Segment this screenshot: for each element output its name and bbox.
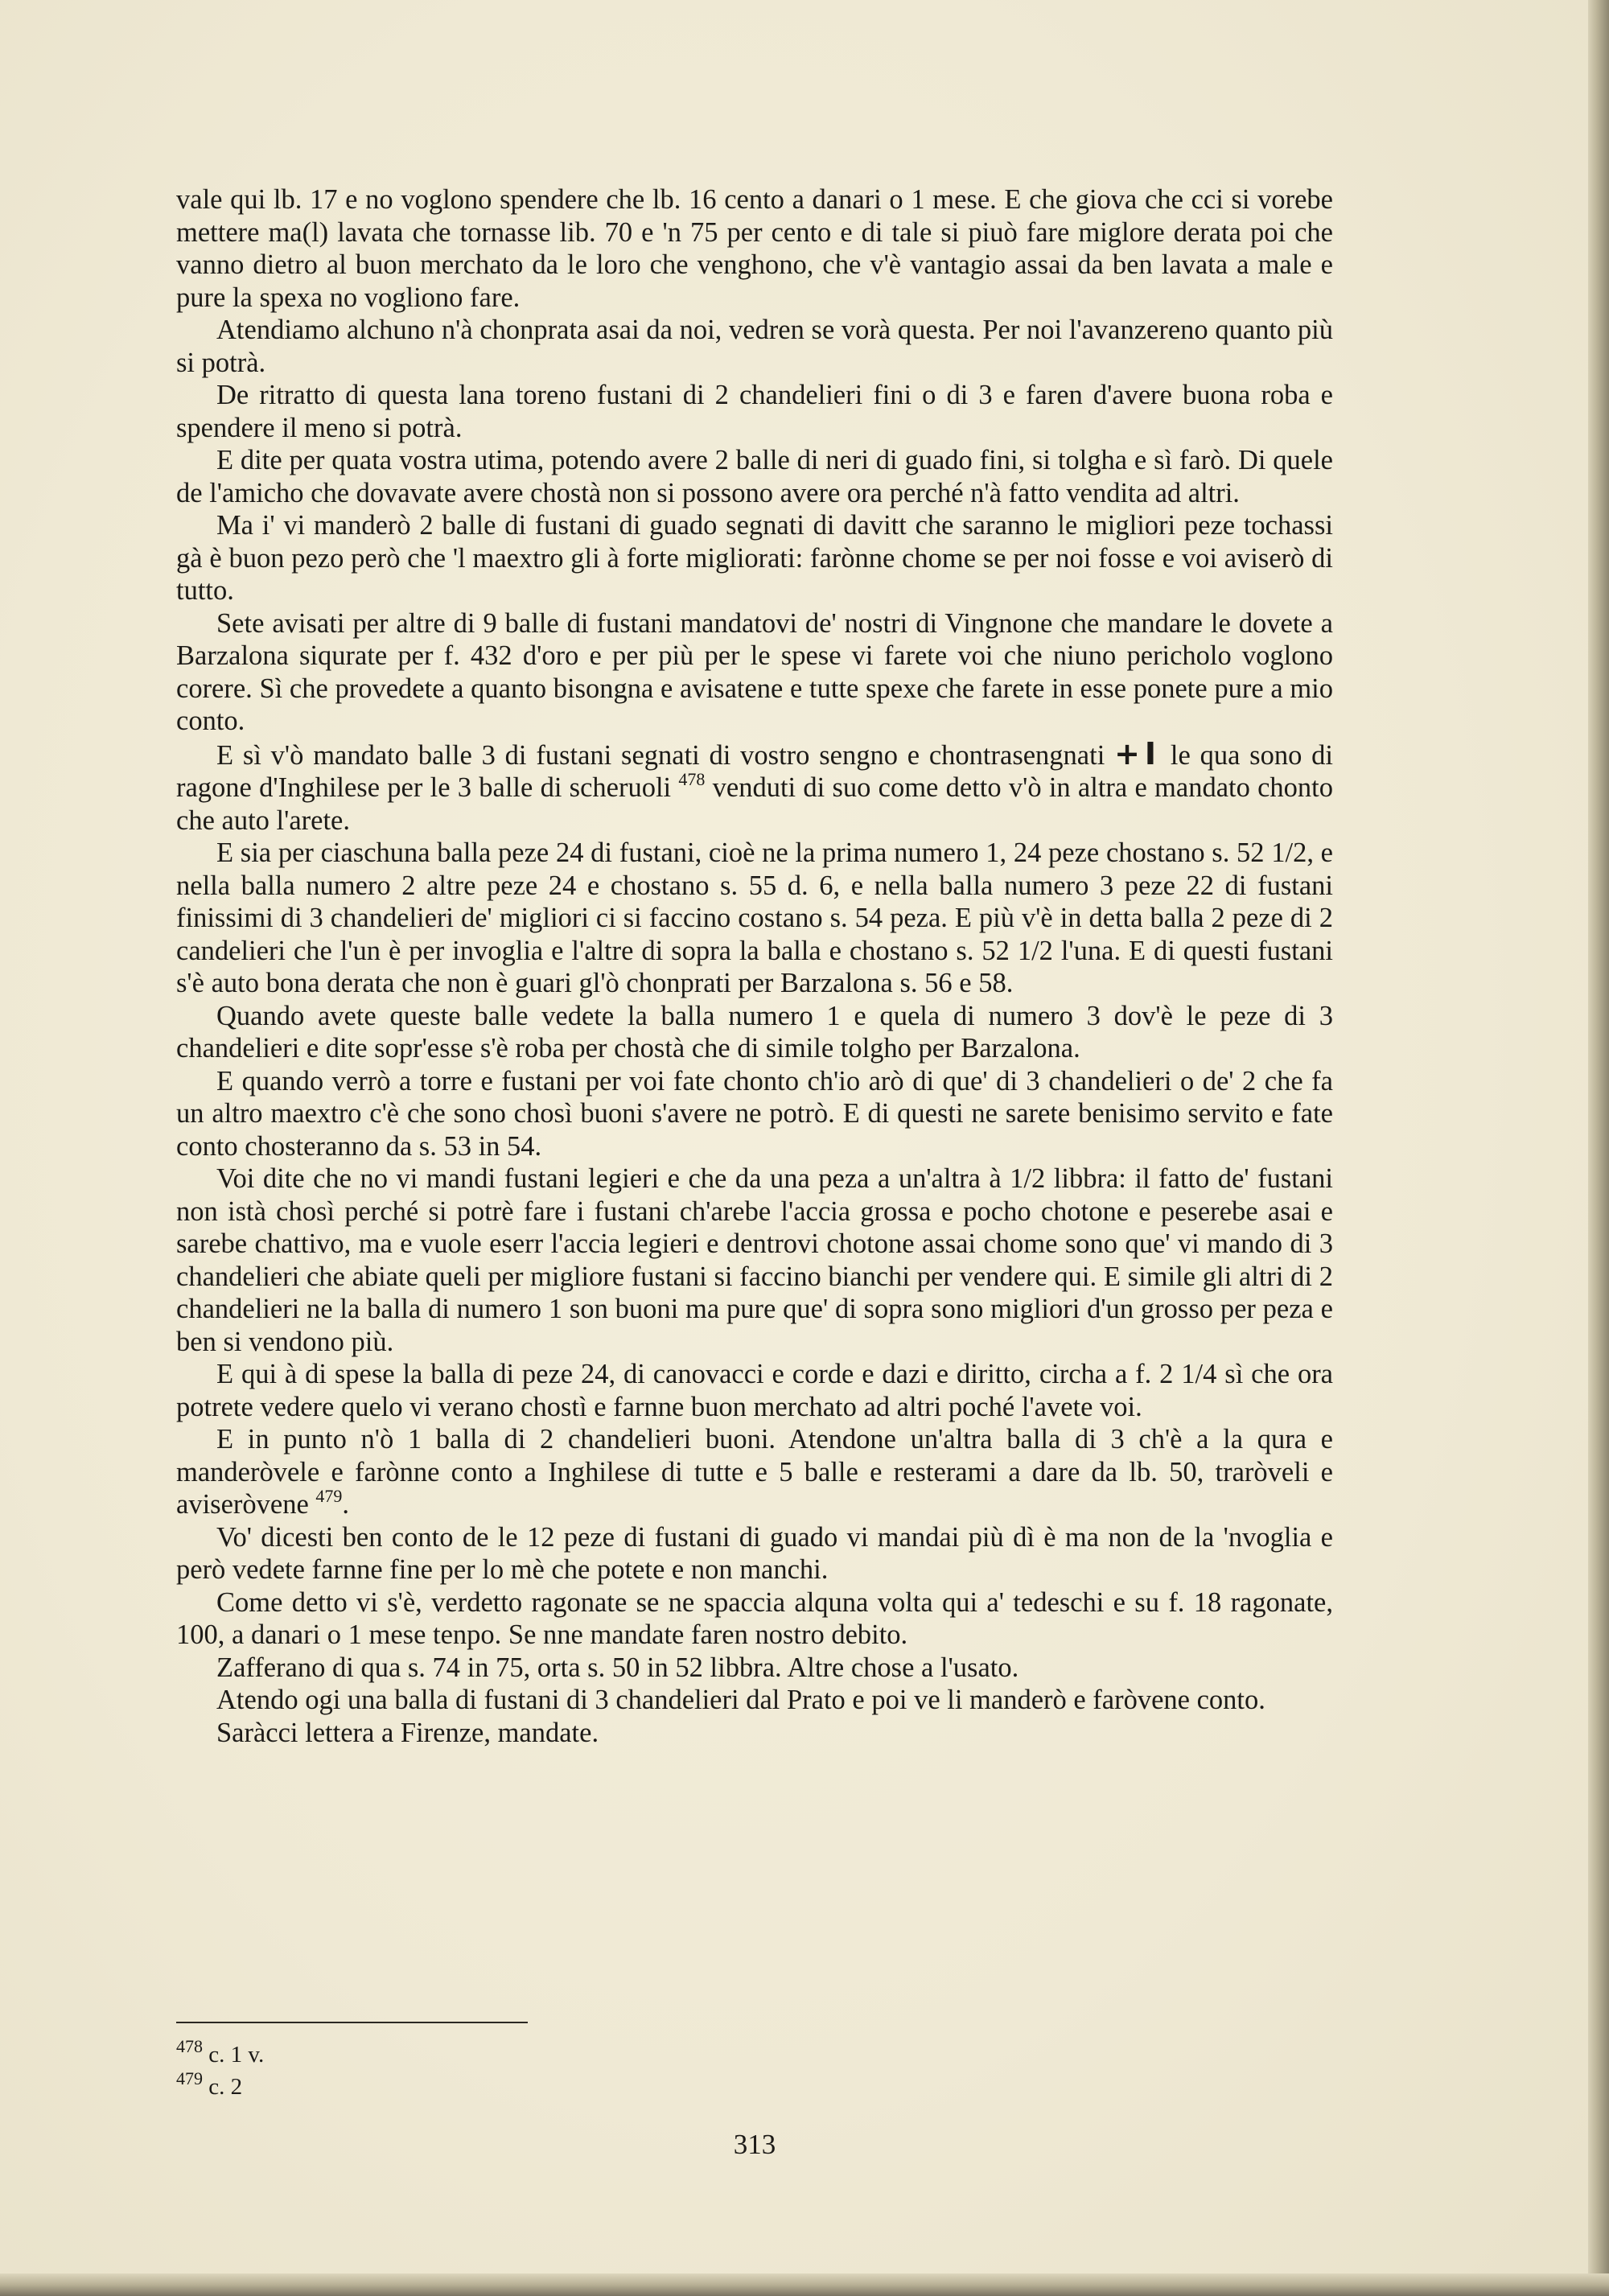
paragraph-18: Saràcci lettera a Firenze, mandate. <box>216 1717 599 1748</box>
footnote-ref-479: 479 <box>315 1486 343 1506</box>
page-edge-bottom <box>0 2273 1609 2296</box>
footnote-text: c. 2 <box>208 2074 243 2100</box>
paragraph-17: Atendo ogi una balla di fustani di 3 chandelieri dal Prato e poi ve li manderò e faròvene conto. <box>216 1685 1265 1715</box>
paragraph-5: Ma i' vi manderò 2 balle di fustani di guado segnati di davitt che saranno le migliori peze tochassi gà è buon pezo però che 'l maextro gli à forte migliorati: farònne chome se per noi fosse e voi aviserò di tutto. <box>176 510 1333 606</box>
footnote-479 <box>176 2068 264 2103</box>
page-number: 313 <box>733 2129 776 2160</box>
paragraph-13-after: . <box>342 1489 350 1520</box>
footnote-478 <box>176 2036 265 2071</box>
paragraph-8: E sia per ciaschuna balla peze 24 di fustani, cioè ne la prima numero 1, 24 peze chostano s. 52 1/2, e nella balla numero 2 altre peze 24 e chostano s. 55 d. 6, e nella balla numero 3 peze 22 di fustani finissimi di 3 chandelieri de' migliori ci si faccino costano s. 54 peza. E più v'è in detta balla 2 peze di 2 candelieri che l'un è per invoglia e l'altre di sopra la balla e chostano s. 52 1/2 l'una. E di questi fustani s'è auto bona derata che non è guari gl'ò chonprati per Barzalona s. 56 e 58. <box>176 837 1333 998</box>
paragraph-11: Voi dite che no vi mandi fustani legieri e che da una peza a un'altra à 1/2 libbra: il fatto de' fustani non istà chosì perché si potrè fare i fustani ch'arebe l'accia grossa e pocho chotone e peserebe asai e sarebe chattivo, ma e vuole eserr l'accia legieri e dentrovi chotone assai chome sono que' vi mando di 3 chandelieri che abiate queli per migliore fustani si faccino bianchi per vendere qui. E simile gli altri di 2 chandelieri ne la balla di numero 1 son buoni ma pure que' di sopra sono migliori d'un grosso per peza e ben si vendono più. <box>176 1163 1333 1357</box>
body-text <box>176 183 1333 1749</box>
paragraph-2: Atendiamo alchuno n'à chonprata asai da noi, vedren se vorà questa. Per noi l'avanzereno quanto più si potrà. <box>176 315 1333 378</box>
paragraph-1: vale qui lb. 17 e no voglono spendere che lb. 16 cento a danari o 1 mese. E che giova che cci si vorebe mettere ma(l) lavata che tornasse lib. 70 e 'n 75 per cento e di tale si piuò fare miglore derata poi che vanno dietro al buon merchato da le loro che venghono, che v'è vantagio assai da ben lavata a male e pure la spexa no vogliono fare. <box>176 184 1333 313</box>
paragraph-7 <box>176 735 1333 837</box>
paragraph-6: Sete avisati per altre di 9 balle di fustani mandatovi de' nostri di Vingnone che mandare le dovete a Barzalona siqurate per f. 432 d'oro e per più per le spese vi farete voi che niuno pericholo voglono corere. Sì che provedete a quanto bisongna e avisatene e tutte spexe che farete in esse ponete pure a mio conto. <box>176 607 1333 736</box>
footnote-text: c. 1 v. <box>208 2042 265 2068</box>
footnotes <box>176 2036 265 2103</box>
countermark-symbol: +I <box>1114 735 1162 772</box>
footnote-number: 478 <box>176 2036 203 2056</box>
footnote-ref-478: 478 <box>678 769 706 789</box>
paragraph-15: Come detto vi s'è, verdetto ragonate se ne spaccia alquna volta qui a' tedeschi e su f. 18 ragonate, 100, a danari o 1 mese tenpo. Se nne mandate faren nostro debito. <box>176 1586 1333 1650</box>
page-edge-right <box>1588 0 1609 2296</box>
paragraph-7-middle: le qua sono di ragone d'Inghilese per le 3 balle di scheruoli <box>176 739 1333 803</box>
paragraph-14: Vo' dicesti ben conto de le 12 peze di fustani di guado vi mandai più dì è ma non de la 'nvoglia e però vedete farnne fine per lo mè che potete e non manchi. <box>176 1521 1333 1585</box>
paragraph-4: E dite per quata vostra utima, potendo avere 2 balle di neri di guado fini, si tolgha e sì farò. Di quele de l'amicho che dovavate avere chostà non si possono avere ora perché n'à fatto vendita ad altri. <box>176 445 1333 508</box>
paragraph-13-before: E in punto n'ò 1 balla di 2 chandelieri buoni. Atendone un'altra balla di 3 ch'è a la qura e manderòvele e farònne conto a Inghilese di tutte e 5 balle e resterami a dare da lb. 50, traròveli e aviseròvene <box>176 1424 1333 1520</box>
footnote-number: 479 <box>176 2068 203 2088</box>
footnote-separator <box>176 2022 528 2023</box>
paragraph-13 <box>176 1423 1333 1521</box>
paragraph-9: Quando avete queste balle vedete la balla numero 1 e quela di numero 3 dov'è le peze di 3 chandelieri e dite sopr'esse s'è roba per chostà che di simile tolgho per Barzalona. <box>176 1000 1333 1064</box>
paragraph-12: E qui à di spese la balla di peze 24, di canovacci e corde e dazi e diritto, circha a f. 2 1/4 sì che ora potrete vedere quelo vi verano chostì e farnne buon merchato ad altri poché l'avete voi. <box>176 1359 1333 1422</box>
paragraph-7-before: E sì v'ò mandato balle 3 di fustani segnati di vostro sengno e chontrasengnati <box>216 739 1115 771</box>
paragraph-7-after: venduti di suo come detto v'ò in altra e mandato chonto che auto l'arete. <box>176 772 1333 836</box>
paragraph-16: Zafferano di qua s. 74 in 75, orta s. 50 in 52 libbra. Altre chose a l'usato. <box>216 1652 1019 1683</box>
paragraph-10: E quando verrò a torre e fustani per voi fate chonto ch'io arò di que' di 3 chandelieri o de' 2 che fa un altro maextro c'è che sono chosì buoni s'avere ne potrò. E di questi ne sarete benisimo servito e fate conto chosteranno da s. 53 in 54. <box>176 1065 1333 1162</box>
paragraph-3: De ritratto di questa lana toreno fustani di 2 chandelieri fini o di 3 e faren d'avere buona roba e spendere il meno si potrà. <box>176 380 1333 443</box>
